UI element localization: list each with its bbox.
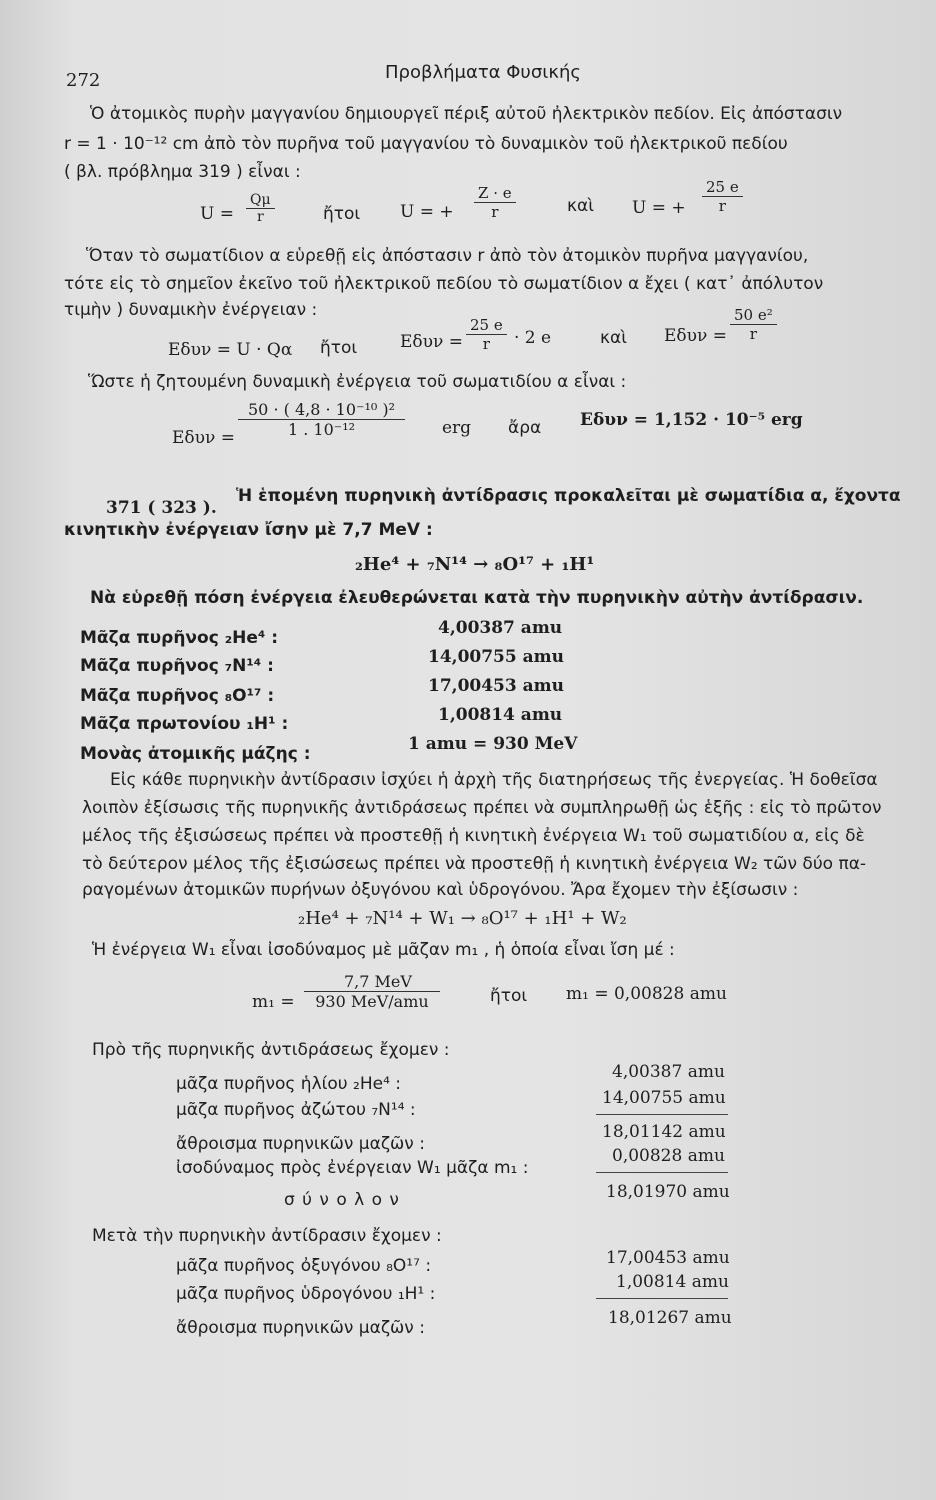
given-value: 4,00387 amu: [438, 618, 563, 638]
before-label: μᾶζα πυρῆνος ἡλίου ₂He⁴ :: [176, 1074, 402, 1094]
fraction: $\frac{25 e}{r}$: [702, 178, 743, 215]
m1-result: m₁ = 0,00828 amu: [566, 984, 727, 1004]
problem-number: 371 ( 323 ).: [106, 498, 217, 518]
m1-lhs: m₁ =: [252, 992, 295, 1012]
before-value: 0,00828 amu: [612, 1146, 725, 1166]
after-value: 18,01267 amu: [608, 1308, 732, 1328]
given-value: 17,00453 amu: [428, 676, 564, 696]
intro-line-3: ( βλ. πρόβλημα 319 ) εἶναι :: [64, 162, 301, 182]
problem-question: Νὰ εὑρεθῇ πόση ἐνέργεια ἐλευθερώνεται κατὰ τὴν πυρηνικὴν αὐτὴν ἀντίδρασιν.: [90, 588, 864, 608]
given-value: 14,00755 amu: [428, 647, 564, 667]
para2-line-1: Ὅταν τὸ σωματίδιον α εὑρεθῇ εἰς ἀπόστασιν r ἀπὸ τὸν ἀτομικὸν πυρῆνα μαγγανίου,: [86, 246, 809, 266]
fraction: $\frac{25 e}{r}$: [466, 316, 507, 353]
after-label: μᾶζα πυρῆνος ὑδρογόνου ₁H¹ :: [176, 1284, 436, 1304]
given-label: Μονὰς ἀτομικῆς μάζης :: [80, 744, 311, 764]
intro-line-2: r = 1 · 10⁻¹² cm ἀπὸ τὸν πυρῆνα τοῦ μαγγανίου τὸ δυναμικὸν τοῦ ἠλεκτρικοῦ πεδίου: [64, 134, 788, 154]
fraction: $\frac{Z \cdot e}{r}$: [474, 184, 516, 221]
fraction: $\frac{\text{50 e²}}{r}$: [730, 306, 777, 343]
book-page: 272 Προβλήματα Φυσικής Ὁ ἀτομικὸς πυρὴν μαγγανίου δημιουργεῖ πέριξ αὐτοῦ ἠλεκτρικὸν πεδίον. Εἰς ἀπόστασιν r = 1 · 10⁻¹² cm ἀπὸ τὸν πυρῆνα τοῦ μαγγανίου τὸ δυναμικὸν τοῦ ἠλεκτρικοῦ πεδίου ( βλ. πρόβλημα 319 ) εἶναι : U = $\frac{Q\mu}{r}$ ἤτοι U = + $\frac{Z \cdot e}{r}$ καὶ U = + $\frac{25 e}{r}$ Ὅταν τὸ σωματίδιον α εὑρεθῇ εἰς ἀπόστασιν r ἀπὸ τὸν ἀτομικὸν πυρῆνα μαγγανίου, τότε εἰς τὸ σημεῖον ἐκεῖνο τοῦ ἠλεκτρικοῦ πεδίου τὸ σωματίδιον α ἔχει ( κατ᾽ ἀπόλυτον τιμὴν ) δυναμικὴν ἐνέργειαν : Eδυν = U · Qα ἤτοι Eδυν = $\frac{25 e}{r}$ · 2 e καὶ Eδυν = $\frac{\text{50 e²}}{r}$ Ὥστε ἡ ζητουμένη δυναμικὴ ἐνέργεια τοῦ σωματιδίου α εἶναι : Eδυν = $\frac{\text{50 · ( 4,8 · 10⁻¹⁰ )²}}{\text{1 . 10⁻¹²}}$ erg ἄρα Eδυν = 1,152 · 10⁻⁵ erg 371 ( 323 ). Ἡ ἑπομένη πυρηνικὴ ἀντίδρασις προκαλεῖται μὲ σωματίδια α, ἔχοντα κινητικὴν ἐνέργειαν ἴσην μὲ 7,7 MeV : ₂He⁴ + ₇N¹⁴ → ₈O¹⁷ + ₁H¹ Νὰ εὑρεθῇ πόση ἐνέργεια ἐλευθερώνεται κατὰ τὴν πυρηνικὴν αὐτὴν ἀντίδρασιν. Μᾶζα πυρῆνος ₂He⁴ : 4,00387 amu Μᾶζα πυρῆνος ₇N¹⁴ : 14,00755 amu Μᾶζα πυρῆνος ₈O¹⁷ : 17,00453 amu Μᾶζα πρωτονίου ₁H¹ : 1,00814 amu Μονὰς ἀτομικῆς μάζης : 1 amu = 930 MeV Εἰς κάθε πυρηνικὴν ἀντίδρασιν ἰσχύει ἡ ἀρχὴ τῆς διατηρήσεως τῆς ἐνεργείας. Ἡ δοθεῖσα λοιπὸν ἐξίσωσις τῆς πυρηνικῆς ἀντιδράσεως πρέπει νὰ συμπληρωθῇ ὡς ἑξῆς : εἰς τὸ πρῶτον μέλος τῆς ἐξισώσεως πρέπει νὰ προστεθῇ ἡ κινητικὴ ἐνέργεια W₁ τοῦ σωματιδίου α, εἰς δὲ τὸ δεύτερον μέλος τῆς ἐξισώσεως πρέπει νὰ προστεθῇ ἡ κινητικὴ ἐνέργεια W₂ τῶν δύο πα- ραγομένων ἀτομικῶν πυρήνων ὀξυγόνου καὶ ὑδρογόνου. Ἄρα ἔχομεν τὴν ἐξίσωσιν : ₂He⁴ + ₇N¹⁴ + W₁ → ₈O¹⁷ + ₁H¹ + W₂ Ἡ ἐνέργεια W₁ εἶναι ἰσοδύναμος μὲ μᾶζαν m₁ , ἡ ὁποία εἶναι ἴση μέ : m₁ = 7,7 MeV 930 MeV/amu ἤτοι m₁ = 0,00828 amu Πρὸ τῆς πυρηνικῆς ἀντιδράσεως ἔχομεν : μᾶζα πυρῆνος ἡλίου ₂He⁴ : 4,00387 amu μᾶζα πυρῆνος ἀζώτου ₇N¹⁴ : 14,00755 amu ἄθροισμα πυρηνικῶν μαζῶν : 18,01142 amu ἰσοδύναμος πρὸς ἐνέργειαν W₁ μᾶζα m₁ : 0,00828 amu σ ύ ν ο λ ο ν 18,01970 amu Μετὰ τὴν πυρηνικὴν ἀντίδρασιν ἔχομεν : μᾶζα πυρῆνος ὀξυγόνου ₈O¹⁷ : 17,00453 amu μᾶζα πυρῆνος ὑδρογόνου ₁H¹ : 1,00814 amu ἄθροισμα πυρηνικῶν μαζῶν : 18,01267 amu: [0, 0, 936, 1500]
given-value: 1 amu = 930 MeV: [408, 734, 578, 754]
solution-line-2: λοιπὸν ἐξίσωσις τῆς πυρηνικῆς ἀντιδράσεως πρέπει νὰ συμπληρωθῇ ὡς ἑξῆς : εἰς τὸ πρῶτον: [82, 798, 882, 818]
sum-rule: [596, 1172, 728, 1173]
given-value: 1,00814 amu: [438, 705, 563, 725]
para2-line-2: τότε εἰς τὸ σημεῖον ἐκεῖνο τοῦ ἠλεκτρικοῦ πεδίου τὸ σωματίδιον α ἔχει ( κατ᾽ ἀπόλυτον: [64, 274, 824, 294]
given-label: Μᾶζα πρωτονίου ₁H¹ :: [80, 714, 289, 734]
para2-line-3: τιμὴν ) δυναμικὴν ἐνέργειαν :: [64, 300, 318, 320]
before-heading: Πρὸ τῆς πυρηνικῆς ἀντιδράσεως ἔχομεν :: [92, 1040, 450, 1060]
before-value: 18,01142 amu: [602, 1122, 726, 1142]
after-heading: Μετὰ τὴν πυρηνικὴν ἀντίδρασιν ἔχομεν :: [92, 1226, 442, 1246]
after-value: 1,00814 amu: [616, 1272, 729, 1292]
solution-line-4: τὸ δεύτερον μέλος τῆς ἐξισώσεως πρέπει νὰ προστεθῇ ἡ κινητικὴ ἐνέργεια W₂ τῶν δύο πα-: [82, 854, 867, 874]
energy-equation: ₂He⁴ + ₇N¹⁴ + W₁ → ₈O¹⁷ + ₁H¹ + W₂: [298, 908, 627, 929]
fraction: $\frac{\text{50 · ( 4,8 · 10⁻¹⁰ )²}}{\text{1 . 10⁻¹²}}$: [238, 400, 405, 439]
before-value: 18,01970 amu: [606, 1182, 730, 1202]
fraction: $\frac{Q\mu}{r}$: [246, 192, 275, 225]
given-label: Μᾶζα πυρῆνος ₈O¹⁷ :: [80, 686, 275, 706]
reaction-equation: ₂He⁴ + ₇N¹⁴ → ₈O¹⁷ + ₁H¹: [355, 554, 595, 575]
problem-text-1: Ἡ ἑπομένη πυρηνικὴ ἀντίδρασις προκαλεῖται μὲ σωματίδια α, ἔχοντα: [236, 486, 901, 506]
before-label: μᾶζα πυρῆνος ἀζώτου ₇N¹⁴ :: [176, 1100, 416, 1120]
before-value: 14,00755 amu: [602, 1088, 726, 1108]
m1-fraction: 7,7 MeV 930 MeV/amu: [304, 972, 440, 1011]
problem-text-2: κινητικὴν ἐνέργειαν ἴσην μὲ 7,7 MeV :: [64, 520, 433, 540]
before-value: 4,00387 amu: [612, 1062, 725, 1082]
before-label: σ ύ ν ο λ ο ν: [284, 1190, 400, 1210]
solution-line-5: ραγομένων ἀτομικῶν πυρήνων ὀξυγόνου καὶ ὑδρογόνου. Ἄρα ἔχομεν τὴν ἐξίσωσιν :: [82, 880, 799, 900]
para3-line-1: Ὥστε ἡ ζητουμένη δυναμικὴ ἐνέργεια τοῦ σωματιδίου α εἶναι :: [88, 372, 627, 392]
before-label: ἄθροισμα πυρηνικῶν μαζῶν :: [176, 1134, 425, 1154]
etoi-word: ἤτοι: [490, 986, 528, 1006]
given-label: Μᾶζα πυρῆνος ₂He⁴ :: [80, 628, 279, 648]
solution-line-3: μέλος τῆς ἐξισώσεως πρέπει νὰ προστεθῇ ἡ κινητικὴ ἐνέργεια W₁ τοῦ σωματιδίου α, εἰς δὲ: [82, 826, 865, 846]
before-label: ἰσοδύναμος πρὸς ἐνέργειαν W₁ μᾶζα m₁ :: [176, 1158, 529, 1178]
sum-rule: [596, 1114, 728, 1115]
solution-line-1: Εἰς κάθε πυρηνικὴν ἀντίδρασιν ἰσχύει ἡ ἀρχὴ τῆς διατηρήσεως τῆς ἐνεργείας. Ἡ δοθεῖσα: [110, 770, 878, 790]
intro-line-1: Ὁ ἀτομικὸς πυρὴν μαγγανίου δημιουργεῖ πέριξ αὐτοῦ ἠλεκτρικὸν πεδίον. Εἰς ἀπόστασιν: [90, 104, 843, 124]
given-label: Μᾶζα πυρῆνος ₇N¹⁴ :: [80, 656, 274, 676]
after-label: ἄθροισμα πυρηνικῶν μαζῶν :: [176, 1318, 425, 1338]
page-number: 272: [66, 70, 101, 91]
running-title: Προβλήματα Φυσικής: [385, 62, 581, 83]
after-label: μᾶζα πυρῆνος ὀξυγόνου ₈O¹⁷ :: [176, 1256, 432, 1276]
after-value: 17,00453 amu: [606, 1248, 730, 1268]
sum-rule: [596, 1298, 728, 1299]
energy-line: Ἡ ἐνέργεια W₁ εἶναι ἰσοδύναμος μὲ μᾶζαν m₁ , ἡ ὁποία εἶναι ἴση μέ :: [92, 940, 675, 960]
